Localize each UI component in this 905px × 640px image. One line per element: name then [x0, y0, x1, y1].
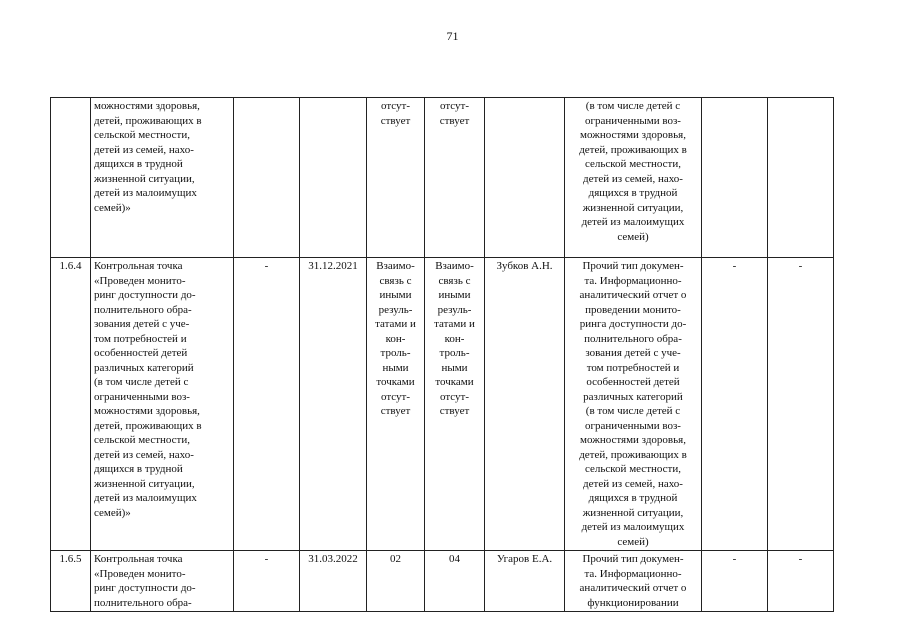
row-col6: отсут- ствует [425, 98, 485, 258]
row-name: можностями здоровья, детей, проживающих в сельской местности, детей из семей, нахо- дящихся в трудной жизненной ситуации, детей из малоимущих семей)» [91, 98, 234, 258]
row-name: Контрольная точка «Проведен монито- ринг доступности до- полнительного обра- зования детей с уче- том потребностей и особенностей детей различных категорий (в том числе детей с ограниченными воз- можностями здоровья, детей, проживающих в сельской местности, детей из семей, нахо- дящихся в трудной жизненной ситуации, детей из малоимущих семей)» [91, 258, 234, 551]
row-number: 1.6.4 [51, 258, 91, 551]
row-responsible: Угаров Е.А. [485, 551, 565, 612]
row-number: 1.6.5 [51, 551, 91, 612]
row-date [300, 98, 367, 258]
row-col5: 02 [367, 551, 425, 612]
row-col10: - [768, 258, 834, 551]
row-col6: 04 [425, 551, 485, 612]
row-document: Прочий тип докумен- та. Информационно- аналитический отчет о функционировании [565, 551, 702, 612]
row-document: (в том числе детей с ограниченными воз- можностями здоровья, детей, проживающих в сельской местности, детей из семей, нахо- дящихся в трудной жизненной ситуации, детей из малоимущих семей) [565, 98, 702, 258]
row-col9: - [702, 258, 768, 551]
row-col3: - [234, 258, 300, 551]
row-number [51, 98, 91, 258]
table-row [51, 98, 834, 258]
row-date: 31.12.2021 [300, 258, 367, 551]
row-col5: отсут- ствует [367, 98, 425, 258]
table-row [51, 258, 834, 551]
row-col9 [702, 98, 768, 258]
plan-table [50, 97, 834, 612]
row-date: 31.03.2022 [300, 551, 367, 612]
row-responsible [485, 98, 565, 258]
table-row [51, 551, 834, 612]
row-col6: Взаимо- связь с иными резуль- татами и кон- троль- ными точками отсут- ствует [425, 258, 485, 551]
row-name: Контрольная точка «Проведен монито- ринг доступности до- полнительного обра- [91, 551, 234, 612]
row-col3: - [234, 551, 300, 612]
page-number: 71 [446, 29, 459, 43]
row-col9: - [702, 551, 768, 612]
row-col10 [768, 98, 834, 258]
row-col3 [234, 98, 300, 258]
row-col5: Взаимо- связь с иными резуль- татами и кон- троль- ными точками отсут- ствует [367, 258, 425, 551]
row-responsible: Зубков А.Н. [485, 258, 565, 551]
row-col10: - [768, 551, 834, 612]
row-document: Прочий тип докумен- та. Информационно- аналитический отчет о проведении монито- ринга доступности до- полнительного обра- зования детей с уче- том потребностей и особенностей детей различных категорий (в том числе детей с ограниченными воз- можностями здоровья, детей, проживающих в сельской местности, детей из семей, нахо- дящихся в трудной жизненной ситуации, детей из малоимущих семей) [565, 258, 702, 551]
